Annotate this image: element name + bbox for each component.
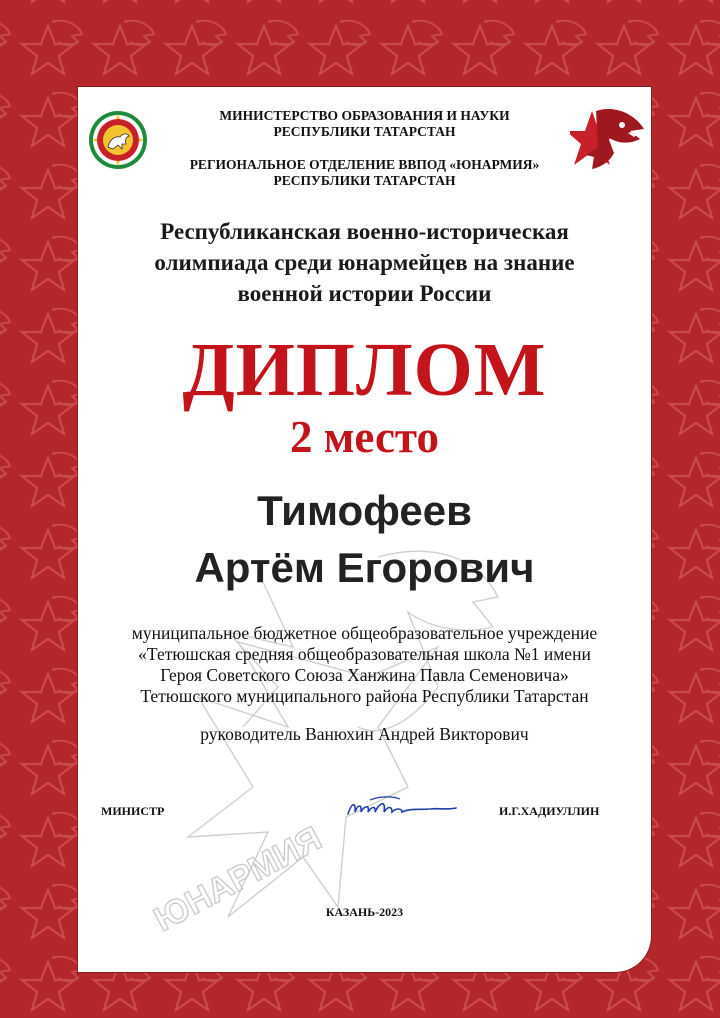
institution-line1: муниципальное бюджетное общеобразовательное учреждение bbox=[131, 623, 598, 643]
place-label: 2 место bbox=[290, 412, 439, 462]
institution-line2: «Тетюшская средняя общеобразовательная школа №1 имени bbox=[138, 644, 591, 664]
diploma-title: ДИПЛОМ bbox=[182, 328, 547, 412]
event-title-line2: олимпиада среди юнармейцев на знание bbox=[154, 250, 575, 275]
branch-header bbox=[78, 157, 651, 189]
ministry-line2: РЕСПУБЛИКИ ТАТАРСТАН bbox=[273, 124, 456, 139]
institution bbox=[78, 623, 651, 707]
event-title-line3: военной истории России bbox=[237, 281, 492, 306]
handwritten-signature bbox=[340, 794, 460, 822]
supervisor: руководитель Ванюхин Андрей Викторович bbox=[200, 724, 529, 744]
signatory-position: МИНИСТР bbox=[101, 804, 165, 818]
ministry-line1: МИНИСТЕРСТВО ОБРАЗОВАНИЯ И НАУКИ bbox=[219, 108, 510, 123]
recipient-surname: Тимофеев bbox=[257, 487, 472, 534]
branch-line1: РЕГИОНАЛЬНОЕ ОТДЕЛЕНИЕ ВВПОД «ЮНАРМИЯ» bbox=[189, 157, 540, 172]
institution-line4: Тетюшского муниципального района Республики Татарстан bbox=[140, 686, 589, 706]
institution-line3: Героя Советского Союза Ханжина Павла Семеновича» bbox=[160, 665, 569, 685]
event-title bbox=[78, 216, 651, 309]
place-and-year: КАЗАНЬ-2023 bbox=[325, 905, 404, 919]
ministry-header bbox=[78, 108, 651, 140]
watermark-text: ЮНАРМИЯ bbox=[147, 819, 328, 940]
diploma-card bbox=[78, 87, 651, 972]
branch-line2: РЕСПУБЛИКИ ТАТАРСТАН bbox=[273, 173, 456, 188]
event-title-line1: Республиканская военно-историческая bbox=[160, 219, 569, 244]
signatory-name: И.Г.ХАДИУЛЛИН bbox=[499, 804, 600, 818]
recipient-given-names: Артём Егорович bbox=[194, 544, 535, 591]
